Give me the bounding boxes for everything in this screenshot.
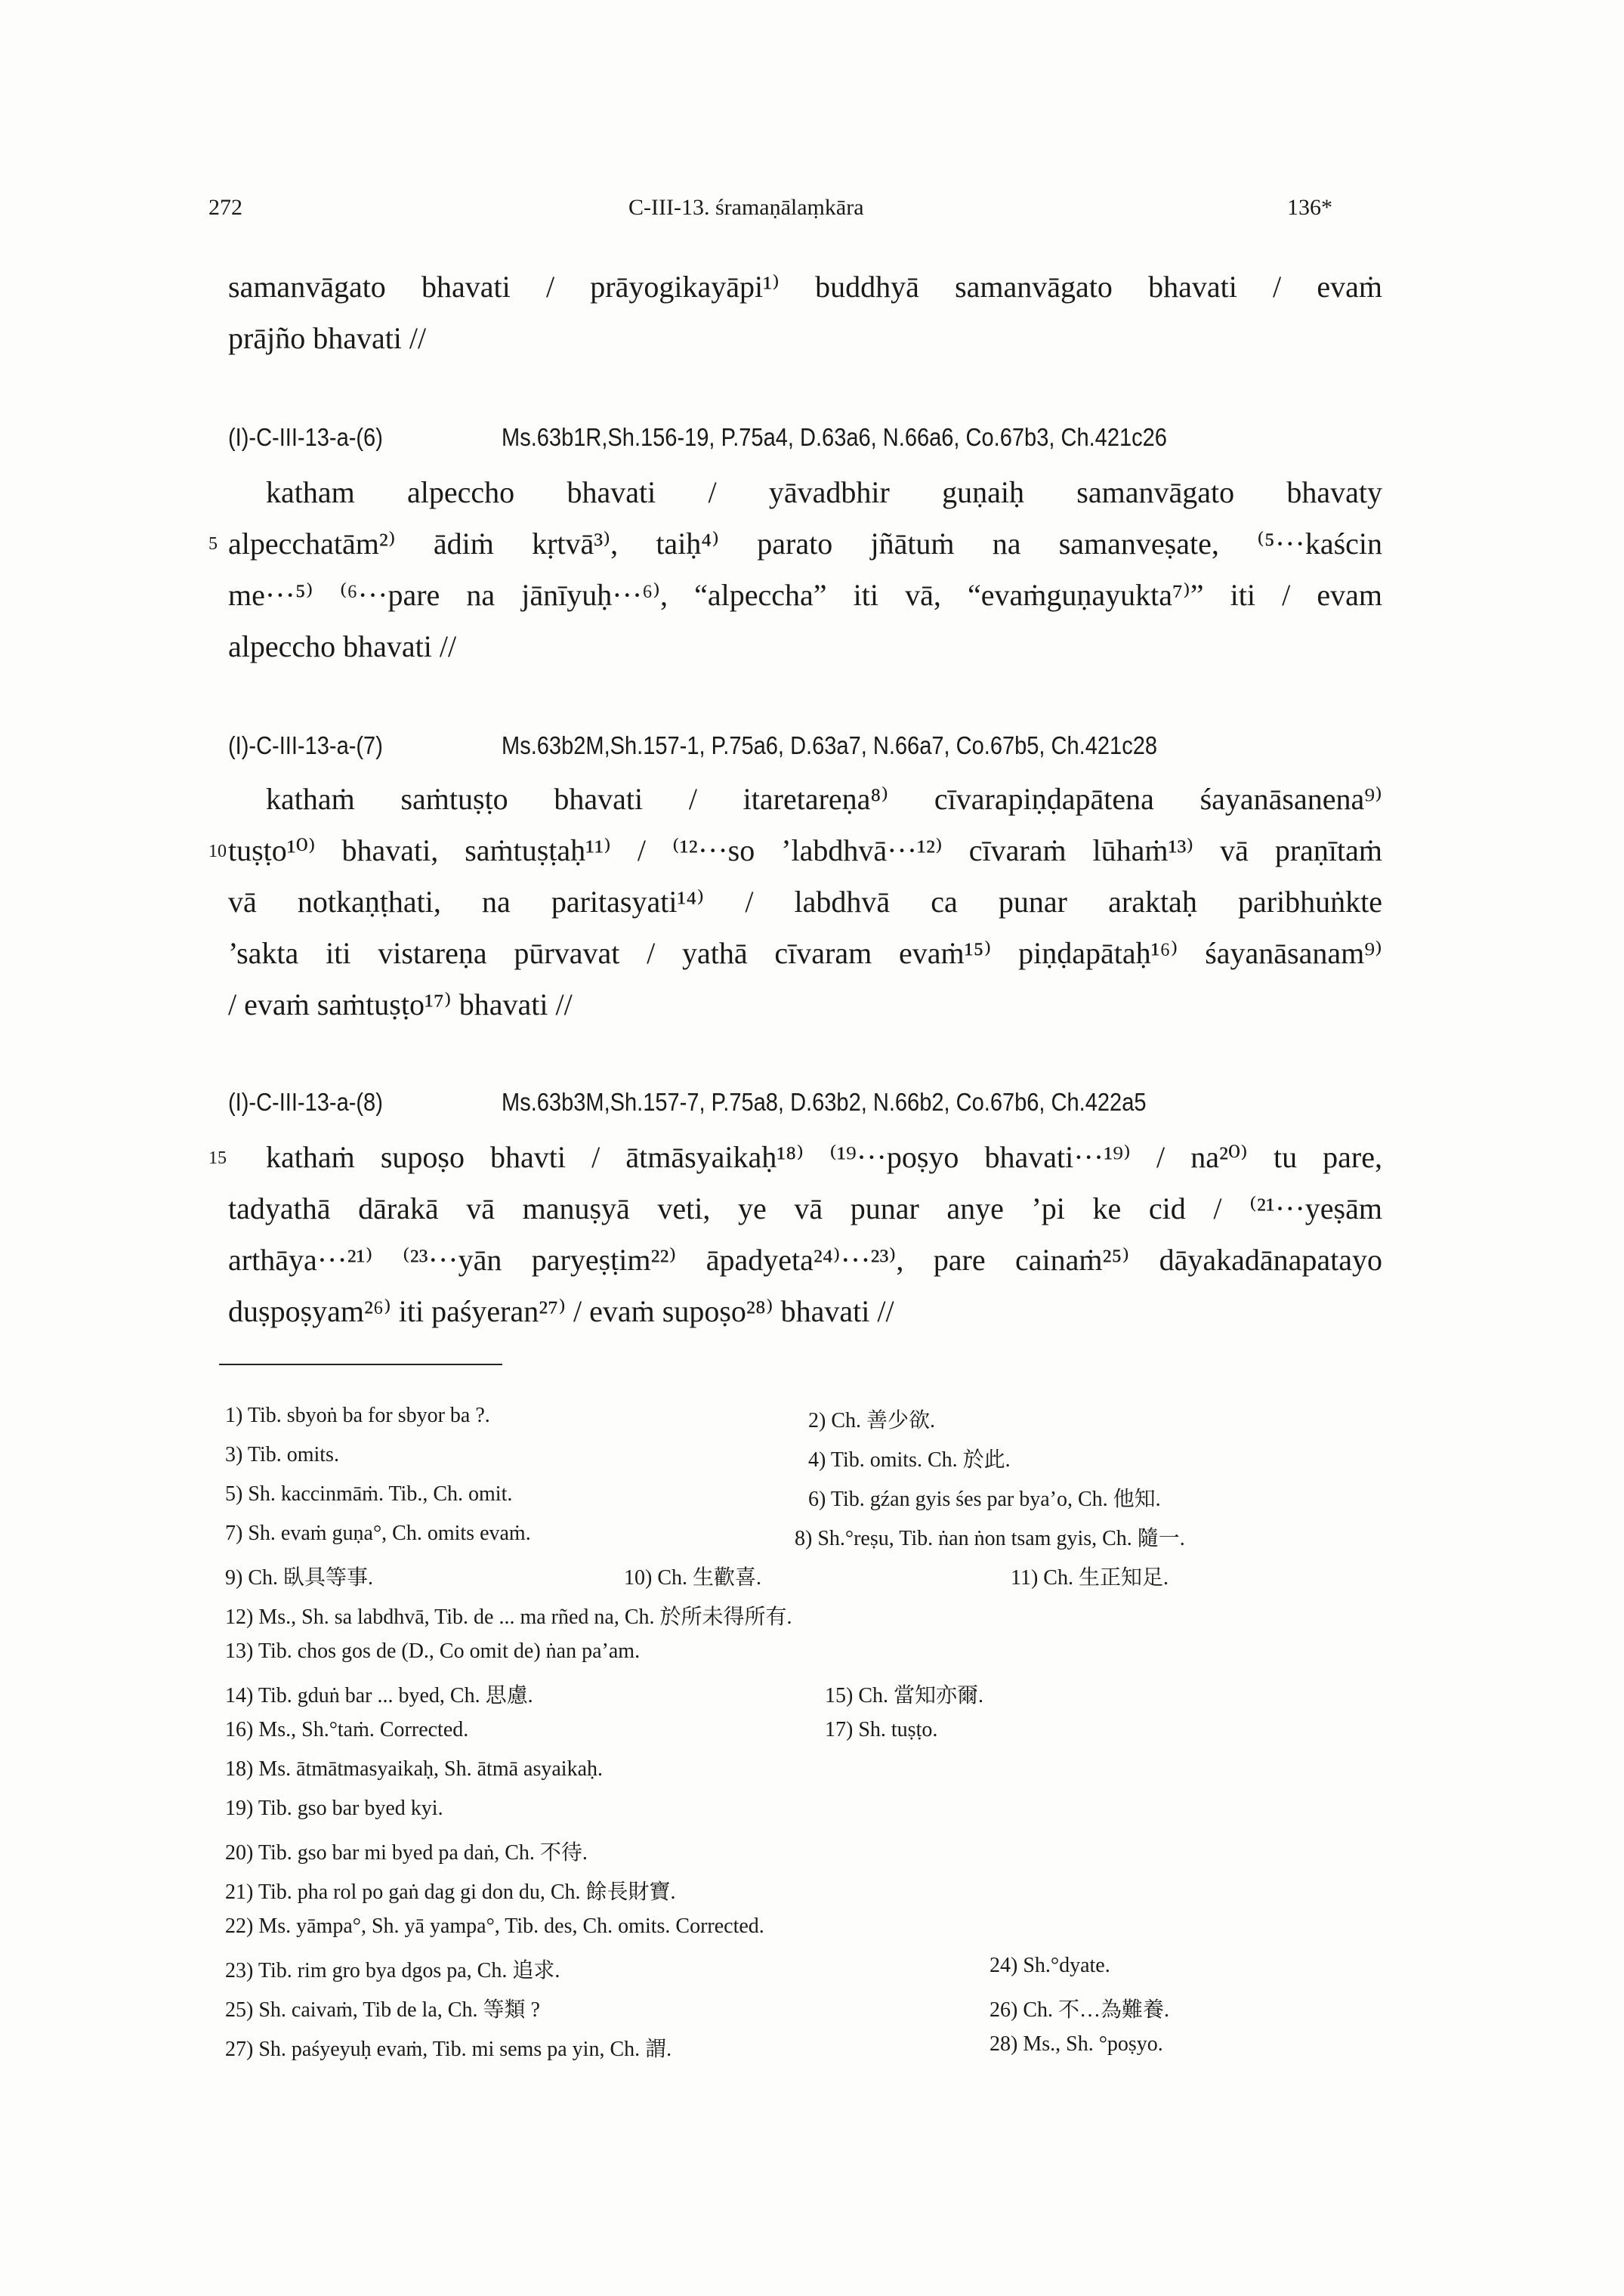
body-line: katham alpeccho bhavati / yāvadbhir guṇaiḥ samanvāgato bhavaty [266,475,1382,509]
section-id: (I)-C-III-13-a-(8) [228,1088,383,1116]
body-line: me···⁵⁾ ⁽⁶···pare na jānīyuḥ···⁶⁾, “alpeccha” iti vā, “evaṁguṇayukta⁷⁾” iti / evam [228,578,1382,612]
footnote: 8) Sh.°reṣu, Tib. ṅan ṅon tsam gyis, Ch. 隨一. [795,1527,1185,1550]
section-refs: Ms.63b3M,Sh.157-7, P.75a8, D.63b2, N.66b2, Co.67b6, Ch.422a5 [502,1088,1147,1116]
page-number: 272 [208,195,242,220]
body-line: samanvāgato bhavati / prāyogikayāpi¹⁾ buddhyā samanvāgato bhavati / evaṁ [228,270,1382,304]
footnote: 20) Tib. gso bar mi byed pa daṅ, Ch. 不待. [225,1841,588,1865]
body-line: ’sakta iti vistareṇa pūrvavat / yathā cīvaram evaṁ¹⁵⁾ piṇḍapātaḥ¹⁶⁾ śayanāsanam⁹⁾ [228,936,1382,970]
footnote: 11) Ch. 生正知足. [1011,1566,1169,1590]
footnote: 18) Ms. ātmātmasyaikaḥ, Sh. ātmā asyaikaḥ. [225,1757,603,1781]
body-line: tuṣṭo¹⁰⁾ bhavati, saṁtuṣṭaḥ¹¹⁾ / ⁽¹²···so ’labdhvā···¹²⁾ cīvaraṁ lūhaṁ¹³⁾ vā praṇītaṁ [228,833,1382,867]
footnote: 9) Ch. 臥具等事. [225,1566,374,1590]
body-line: tadyathā dārakā vā manuṣyā veti, ye vā punar anye ’pi ke cid / ⁽²¹···yeṣām [228,1191,1382,1225]
footnote: 25) Sh. caivaṁ, Tib de la, Ch. 等類 ? [225,1998,540,2022]
footnote: 19) Tib. gso bar byed kyi. [225,1797,443,1820]
footnote: 24) Sh.°dyate. [990,1954,1110,1977]
section-id: (I)-C-III-13-a-(6) [228,423,383,451]
line-number: 15 [208,1148,227,1168]
body-line: prājño bhavati // [228,321,427,355]
running-title: C-III-13. śramaṇālaṃkāra [628,195,864,220]
body-line: vā notkaṇṭhati, na paritasyati¹⁴⁾ / labdhvā ca punar araktaḥ paribhuṅkte [228,885,1382,919]
footnote: 10) Ch. 生歡喜. [624,1566,762,1590]
line-number: 10 [208,842,227,861]
footnote: 4) Tib. omits. Ch. 於此. [808,1448,1011,1472]
footnote-rule [219,1364,502,1365]
footnote: 2) Ch. 善少欲. [808,1409,936,1432]
footnote: 23) Tib. rim gro bya dgos pa, Ch. 追求. [225,1959,560,1982]
body-line: duṣpoṣyam²⁶⁾ iti paśyeran²⁷⁾ / evaṁ supoṣo²⁸⁾ bhavati // [228,1294,894,1328]
footnote: 3) Tib. omits. [225,1443,339,1466]
section-refs: Ms.63b1R,Sh.156-19, P.75a4, D.63a6, N.66a6, Co.67b3, Ch.421c26 [502,423,1167,451]
footnote: 1) Tib. sbyoṅ ba for sbyor ba ?. [225,1404,490,1427]
section-refs: Ms.63b2M,Sh.157-1, P.75a6, D.63a7, N.66a7, Co.67b5, Ch.421c28 [502,731,1158,759]
folio-number: 136* [1287,195,1332,220]
footnote: 21) Tib. pha rol po gaṅ dag gi don du, Ch. 餘長財寶. [225,1880,676,1904]
footnote: 28) Ms., Sh. °poṣyo. [990,2032,1163,2056]
footnote: 6) Tib. gźan gyis śes par bya’o, Ch. 他知. [808,1488,1161,1511]
body-line: arthāya···²¹⁾ ⁽²³···yān paryeṣṭim²²⁾ āpadyeta²⁴⁾···²³⁾, pare cainaṁ²⁵⁾ dāyakadānapatayo [228,1243,1382,1277]
footnote: 12) Ms., Sh. sa labdhvā, Tib. de ... ma rñed na, Ch. 於所未得所有. [225,1605,792,1629]
body-line: alpeccho bhavati // [228,629,457,663]
body-line: / evaṁ saṁtuṣṭo¹⁷⁾ bhavati // [228,987,573,1021]
footnote: 5) Sh. kaccinmāṁ. Tib., Ch. omit. [225,1482,513,1506]
body-line: kathaṁ saṁtuṣṭo bhavati / itaretareṇa⁸⁾ cīvarapiṇḍapātena śayanāsanena⁹⁾ [266,782,1382,816]
section-id: (I)-C-III-13-a-(7) [228,731,383,759]
footnote: 27) Sh. paśyeyuḥ evaṁ, Tib. mi sems pa yin, Ch. 謂. [225,2038,672,2061]
body-line: alpecchatām²⁾ ādiṁ kṛtvā³⁾, taiḥ⁴⁾ parato jñātuṁ na samanveṣate, ⁽⁵···kaścin [228,527,1382,561]
footnote: 16) Ms., Sh.°taṁ. Corrected. [225,1718,469,1741]
footnote: 26) Ch. 不…為難養. [990,1998,1170,2022]
footnote: 15) Ch. 當知亦爾. [825,1684,984,1707]
body-line: kathaṁ supoṣo bhavti / ātmāsyaikaḥ¹⁸⁾ ⁽¹⁹···poṣyo bhavati···¹⁹⁾ / na²⁰⁾ tu pare, [266,1140,1382,1174]
footnote: 14) Tib. gduṅ bar ... byed, Ch. 思慮. [225,1684,533,1707]
footnote: 22) Ms. yāmpa°, Sh. yā yampa°, Tib. des, Ch. omits. Corrected. [225,1914,764,1938]
footnote: 7) Sh. evaṁ guṇa°, Ch. omits evaṁ. [225,1522,531,1545]
line-number: 5 [208,534,218,554]
footnote: 17) Sh. tuṣṭo. [825,1718,938,1741]
footnote: 13) Tib. chos gos de (D., Co omit de) ṅan pa’am. [225,1639,641,1663]
